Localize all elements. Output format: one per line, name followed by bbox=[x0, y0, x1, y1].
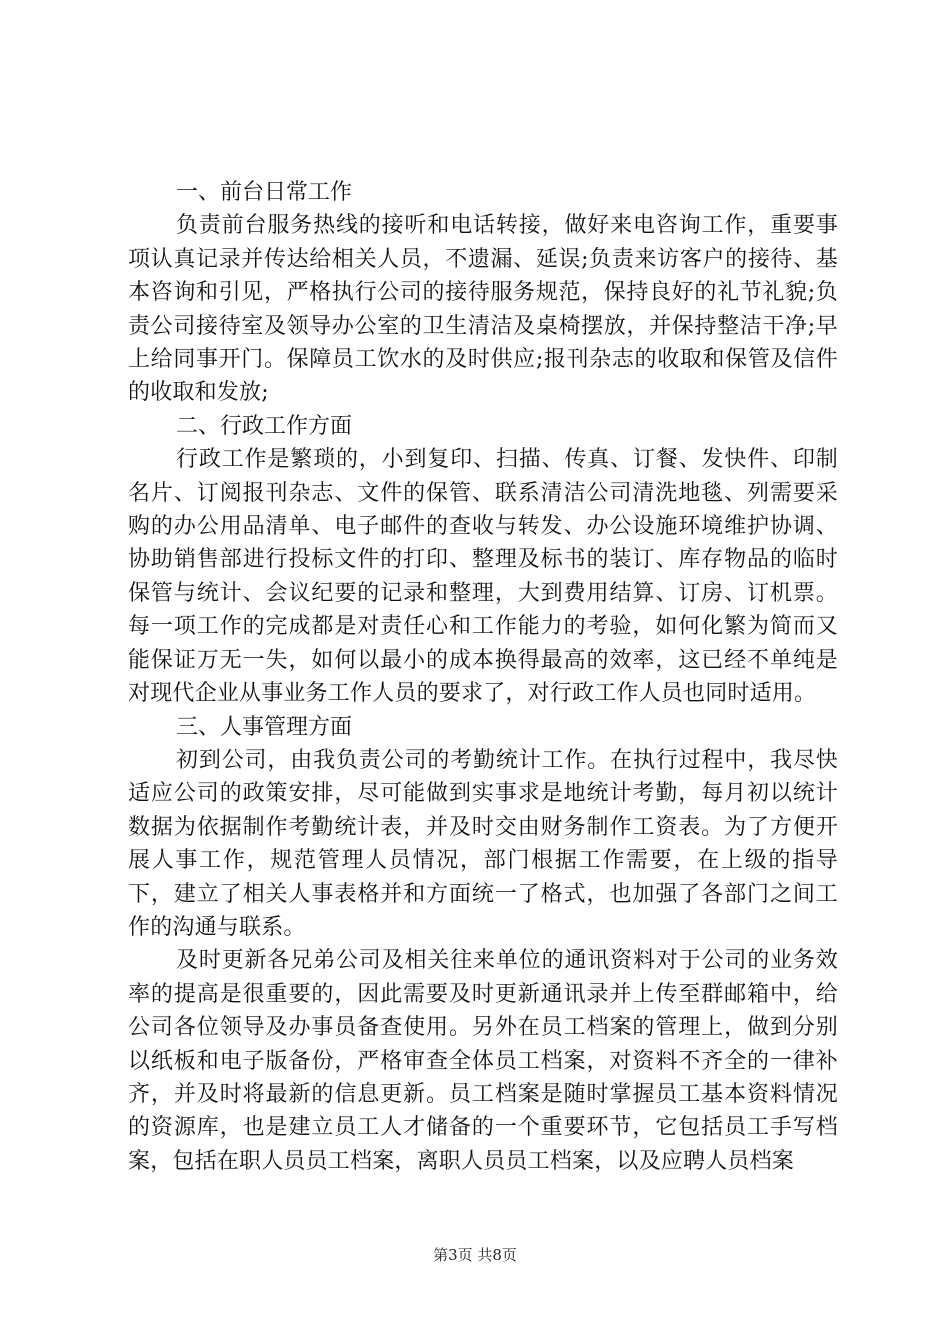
section-heading-administration: 二、行政工作方面 bbox=[176, 413, 353, 439]
paragraph-front-desk: 负责前台服务热线的接听和电话转接，做好来电咨询工作，重要事项认真记录并传达给相关人员，不遗漏、延误;负责来访客户的接待、基本咨询和引见，严格执行公司的接待服务规范，保持良好的礼节礼貌;负责公司接待室及领导办公室的卫生清洁及桌椅摆放，并保持整洁干净;早上给同事开门。保障员工饮水的及时供应;报刊杂志的收取和保管及信件的收取和发放; bbox=[128, 213, 838, 406]
document-body bbox=[128, 176, 838, 1178]
paragraph-personnel-records: 及时更新各兄弟公司及相关往来单位的通讯资料对于公司的业务效率的提高是很重要的，因此需要及时更新通讯录并上传至群邮箱中，给公司各位领导及办事员备查使用。另外在员工档案的管理上，做到分别以纸板和电子版备份，严格审查全体员工档案，对资料不齐全的一律补齐，并及时将最新的信息更新。员工档案是随时掌握员工基本资料情况的资源库，也是建立员工人才储备的一个重要环节，它包括员工手写档案，包括在职人员员工档案，离职人员员工档案，以及应聘人员档案 bbox=[128, 948, 838, 1174]
paragraph-personnel-attendance: 初到公司，由我负责公司的考勤统计工作。在执行过程中，我尽快适应公司的政策安排，尽可能做到实事求是地统计考勤，每月初以统计数据为依据制作考勤统计表，并及时交由财务制作工资表。为了方便开展人事工作，规范管理人员情况，部门根据工作需要，在上级的指导下，建立了相关人事表格并和方面统一了格式，也加强了各部门之间工作的沟通与联系。 bbox=[128, 747, 838, 940]
paragraph-administration: 行政工作是繁琐的，小到复印、扫描、传真、订餐、发快件、印制名片、订阅报刊杂志、文件的保管、联系清洁公司清洗地毯、列需要采购的办公用品清单、电子邮件的查收与转发、办公设施环境维护协调、协助销售部进行投标文件的打印、整理及标书的装订、库存物品的临时保管与统计、会议纪要的记录和整理，大到费用结算、订房、订机票。每一项工作的完成都是对责任心和工作能力的考验，如何化繁为简而又能保证万无一失，如何以最小的成本换得最高的效率，这已经不单纯是对现代企业从事业务工作人员的要求了，对行政工作人员也同时适用。 bbox=[128, 447, 838, 707]
page-number-footer: 第3页 共8页 bbox=[433, 1246, 517, 1264]
section-heading-personnel: 三、人事管理方面 bbox=[176, 714, 353, 740]
section-heading-front-desk: 一、前台日常工作 bbox=[176, 180, 353, 205]
